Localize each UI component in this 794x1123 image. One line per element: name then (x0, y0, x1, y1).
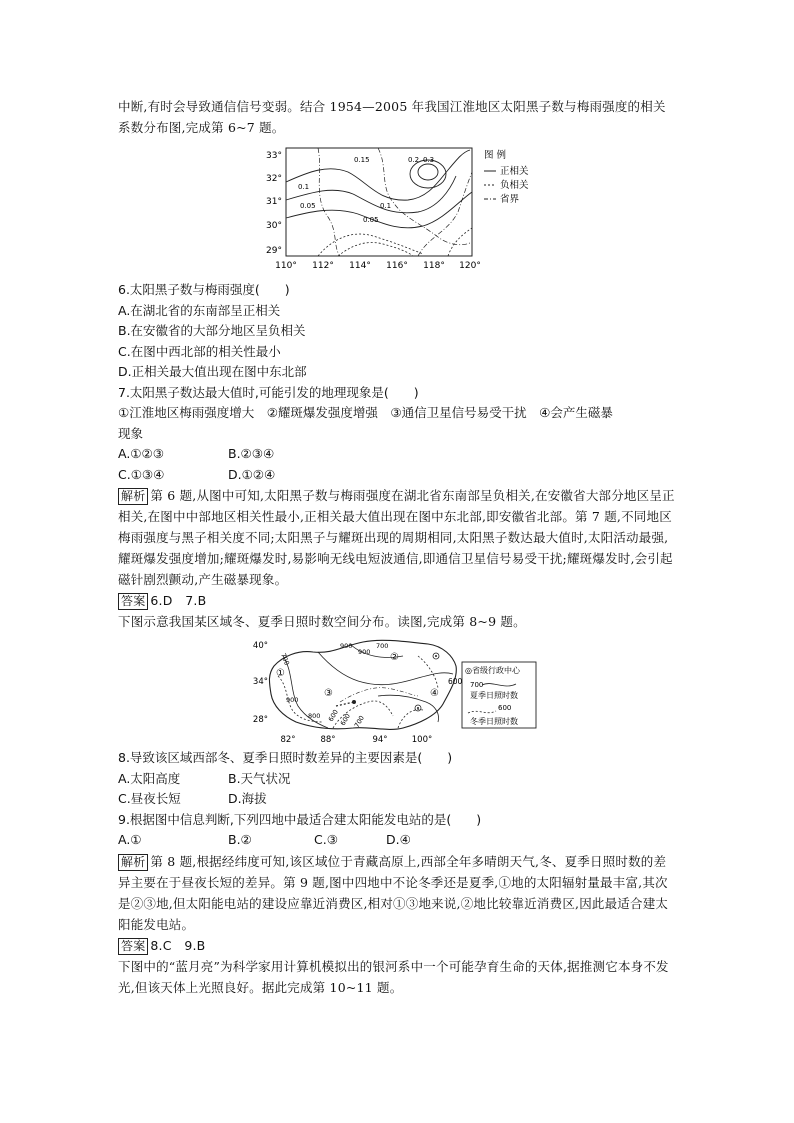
question-9-option-a: A.① (118, 832, 142, 847)
answer-block-2 (118, 935, 678, 956)
question-7-options (118, 465, 678, 486)
question-7-stem: 7.太阳黑子数达最大值时,可能引发的地理现象是( ) (118, 384, 419, 400)
question-6-option-c: C.在图中西北部的相关性最小 (118, 343, 281, 359)
contour-label: 800 (308, 712, 321, 720)
intro-paragraph-3: 下图中的“蓝月亮”为科学家用计算机模拟出的银河系中一个可能孕育生命的天体,据推测它本身不发光,但该天体上光照良好。据此完成第 10~11 题。 (118, 958, 669, 995)
point-4: ④ (430, 688, 439, 699)
analysis-block-1 (118, 485, 678, 590)
lat-label: 33° (266, 151, 282, 161)
lon-label: 120° (459, 261, 481, 271)
contour-label: 700 (279, 651, 291, 667)
page-content (118, 96, 678, 998)
question-7-option-a: A.①②③ (118, 446, 164, 461)
lon-label: 100° (411, 735, 433, 744)
legend-positive: 正相关 (500, 166, 529, 177)
question-9-option-d: D.④ (386, 832, 411, 847)
lon-label: 114° (349, 261, 371, 271)
contour-label: 0.05 (300, 202, 316, 210)
question-8-option-c: C.昼夜长短 (118, 791, 181, 806)
legend-provincial-capital: ◎省级行政中心 (465, 666, 520, 675)
answer-block-1 (118, 590, 678, 611)
analysis-text: 第 8 题,根据经纬度可知,该区域位于青藏高原上,西部全年多晴朗天气,冬、夏季日照时数的差异主要在于昼夜长短的差异。第 9 题,图中四地中不论冬季还是夏季,①地的太阳辐射量最丰富,其次是②③地,但太阳能电站的建设应靠近消费区,相对①③地来说,②地比较靠近消费区,因此最适合建太阳能发电站。 (118, 853, 669, 932)
question-6-option-b: B.在安徽省的大部分地区呈负相关 (118, 323, 306, 338)
lat-label: 31° (266, 197, 282, 207)
question-7-items-cont: 现象 (118, 425, 144, 441)
lat-label: 34° (252, 677, 268, 687)
analysis-block-2 (118, 851, 678, 935)
lon-label: 118° (423, 261, 445, 271)
question-9-stem: 9.根据图中信息判断,下列四地中最适合建太阳能发电站的是( ) (118, 811, 482, 827)
contour-label: 600 (326, 708, 340, 723)
sunshine-map-figure (118, 636, 678, 744)
question-7-option-c: C.①③④ (118, 466, 165, 482)
answer-tag: 答案 (118, 593, 148, 610)
lon-label: 82° (280, 735, 296, 744)
legend-winter-value: 600 (498, 704, 512, 712)
intro-paragraph-1: 中断,有时会导致通信信号变弱。结合 1954—2005 年我国江淮地区太阳黑子数与梅雨强度的相关系数分布图,完成第 6~7 题。 (118, 99, 666, 135)
question-9-option-b: B.② (228, 832, 252, 847)
question-7-options (118, 444, 678, 465)
question-8-option-b: B.天气状况 (228, 770, 291, 786)
answer-tag: 答案 (118, 938, 148, 955)
question-8-option-d: D.海拔 (228, 791, 267, 806)
legend-winter-sunshine: 冬季日照时数 (470, 717, 518, 726)
contour-label: 0.3 (423, 156, 435, 164)
lon-label: 112° (312, 261, 334, 271)
legend-title: 图 例 (484, 150, 507, 161)
contour-label: 0.1 (298, 183, 310, 191)
lon-label: 110° (275, 261, 297, 271)
legend-negative: 负相关 (500, 180, 529, 191)
contour-label: 700 (376, 642, 389, 650)
answer-text: 8.C 9.B (150, 937, 206, 953)
point-3: ③ (324, 688, 333, 699)
contour-label: 0.15 (354, 156, 370, 164)
sunshine-map (118, 636, 678, 744)
question-7-items: ①江淮地区梅雨强度增大 ②耀斑爆发强度增强 ③通信卫星信号易受干扰 ④会产生磁暴 (118, 405, 613, 420)
analysis-tag: 解析 (118, 488, 148, 505)
analysis-tag: 解析 (118, 854, 148, 871)
contour-label: 0.05 (363, 216, 379, 224)
intro-paragraph-2: 下图示意我国某区域冬、夏季日照时数空间分布。读图,完成第 8~9 题。 (118, 614, 526, 629)
lat-label: 40° (252, 641, 268, 651)
contour-label: 600 (338, 712, 352, 727)
contour-label: 0.2 (408, 156, 420, 164)
question-8-options (118, 789, 678, 810)
question-7-option-d: D.①②④ (228, 466, 276, 482)
legend-province-boundary: 省界 (500, 194, 520, 205)
lat-label: 29° (266, 246, 282, 256)
question-6-option-a: A.在湖北省的东南部呈正相关 (118, 302, 281, 318)
correlation-map-figure (118, 142, 678, 276)
question-8-stem: 8.导致该区域西部冬、夏季日照时数差异的主要因素是( ) (118, 750, 453, 765)
legend-summer-sunshine: 夏季日照时数 (470, 691, 518, 700)
lat-label: 30° (266, 221, 282, 231)
point-2: ② (390, 652, 399, 663)
question-8-option-a: A.太阳高度 (118, 770, 181, 786)
point-1: ① (276, 668, 285, 679)
lat-label: 32° (266, 174, 282, 184)
question-6-stem: 6.太阳黑子数与梅雨强度( ) (118, 282, 290, 297)
contour-label: 0.1 (380, 202, 392, 210)
question-9-options (118, 830, 678, 851)
lon-label: 116° (386, 261, 408, 271)
lon-label: 88° (320, 735, 336, 744)
question-9-option-c: C.③ (314, 832, 338, 847)
question-7-option-b: B.②③④ (228, 446, 275, 461)
contour-label: 900 (286, 696, 299, 704)
analysis-text: 第 6 题,从图中可知,太阳黑子数与梅雨强度在湖北省东南部呈负相关,在安徽省大部分地区呈正相关,在图中中部地区相关性最小,正相关最大值出现在图中东北部,即安徽省北部。第 7 题,不同地区梅雨强度与黑子相关度不同;太阳黑子与耀斑出现的周期相同,太阳黑子数达最大值时,太阳活动最强,耀斑爆发强度增加;耀斑爆发时,易影响无线电短波通信,即通信卫星信号易受干扰;耀斑爆发时,会引起磁针剧烈颤动,产生磁暴现象。 (118, 488, 675, 587)
side-contour-label: 600 (448, 677, 463, 686)
legend-summer-value: 700 (470, 681, 484, 689)
lat-label: 28° (252, 715, 268, 725)
question-8-options (118, 769, 678, 790)
question-6-option-d: D.正相关最大值出现在图中东北部 (118, 364, 307, 379)
contour-label: 700 (352, 714, 366, 729)
correlation-map (118, 142, 678, 276)
contour-label: 900 (340, 642, 353, 650)
answer-text: 6.D 7.B (150, 593, 207, 608)
lon-label: 94° (372, 735, 388, 744)
contour-label: 900 (358, 648, 371, 656)
